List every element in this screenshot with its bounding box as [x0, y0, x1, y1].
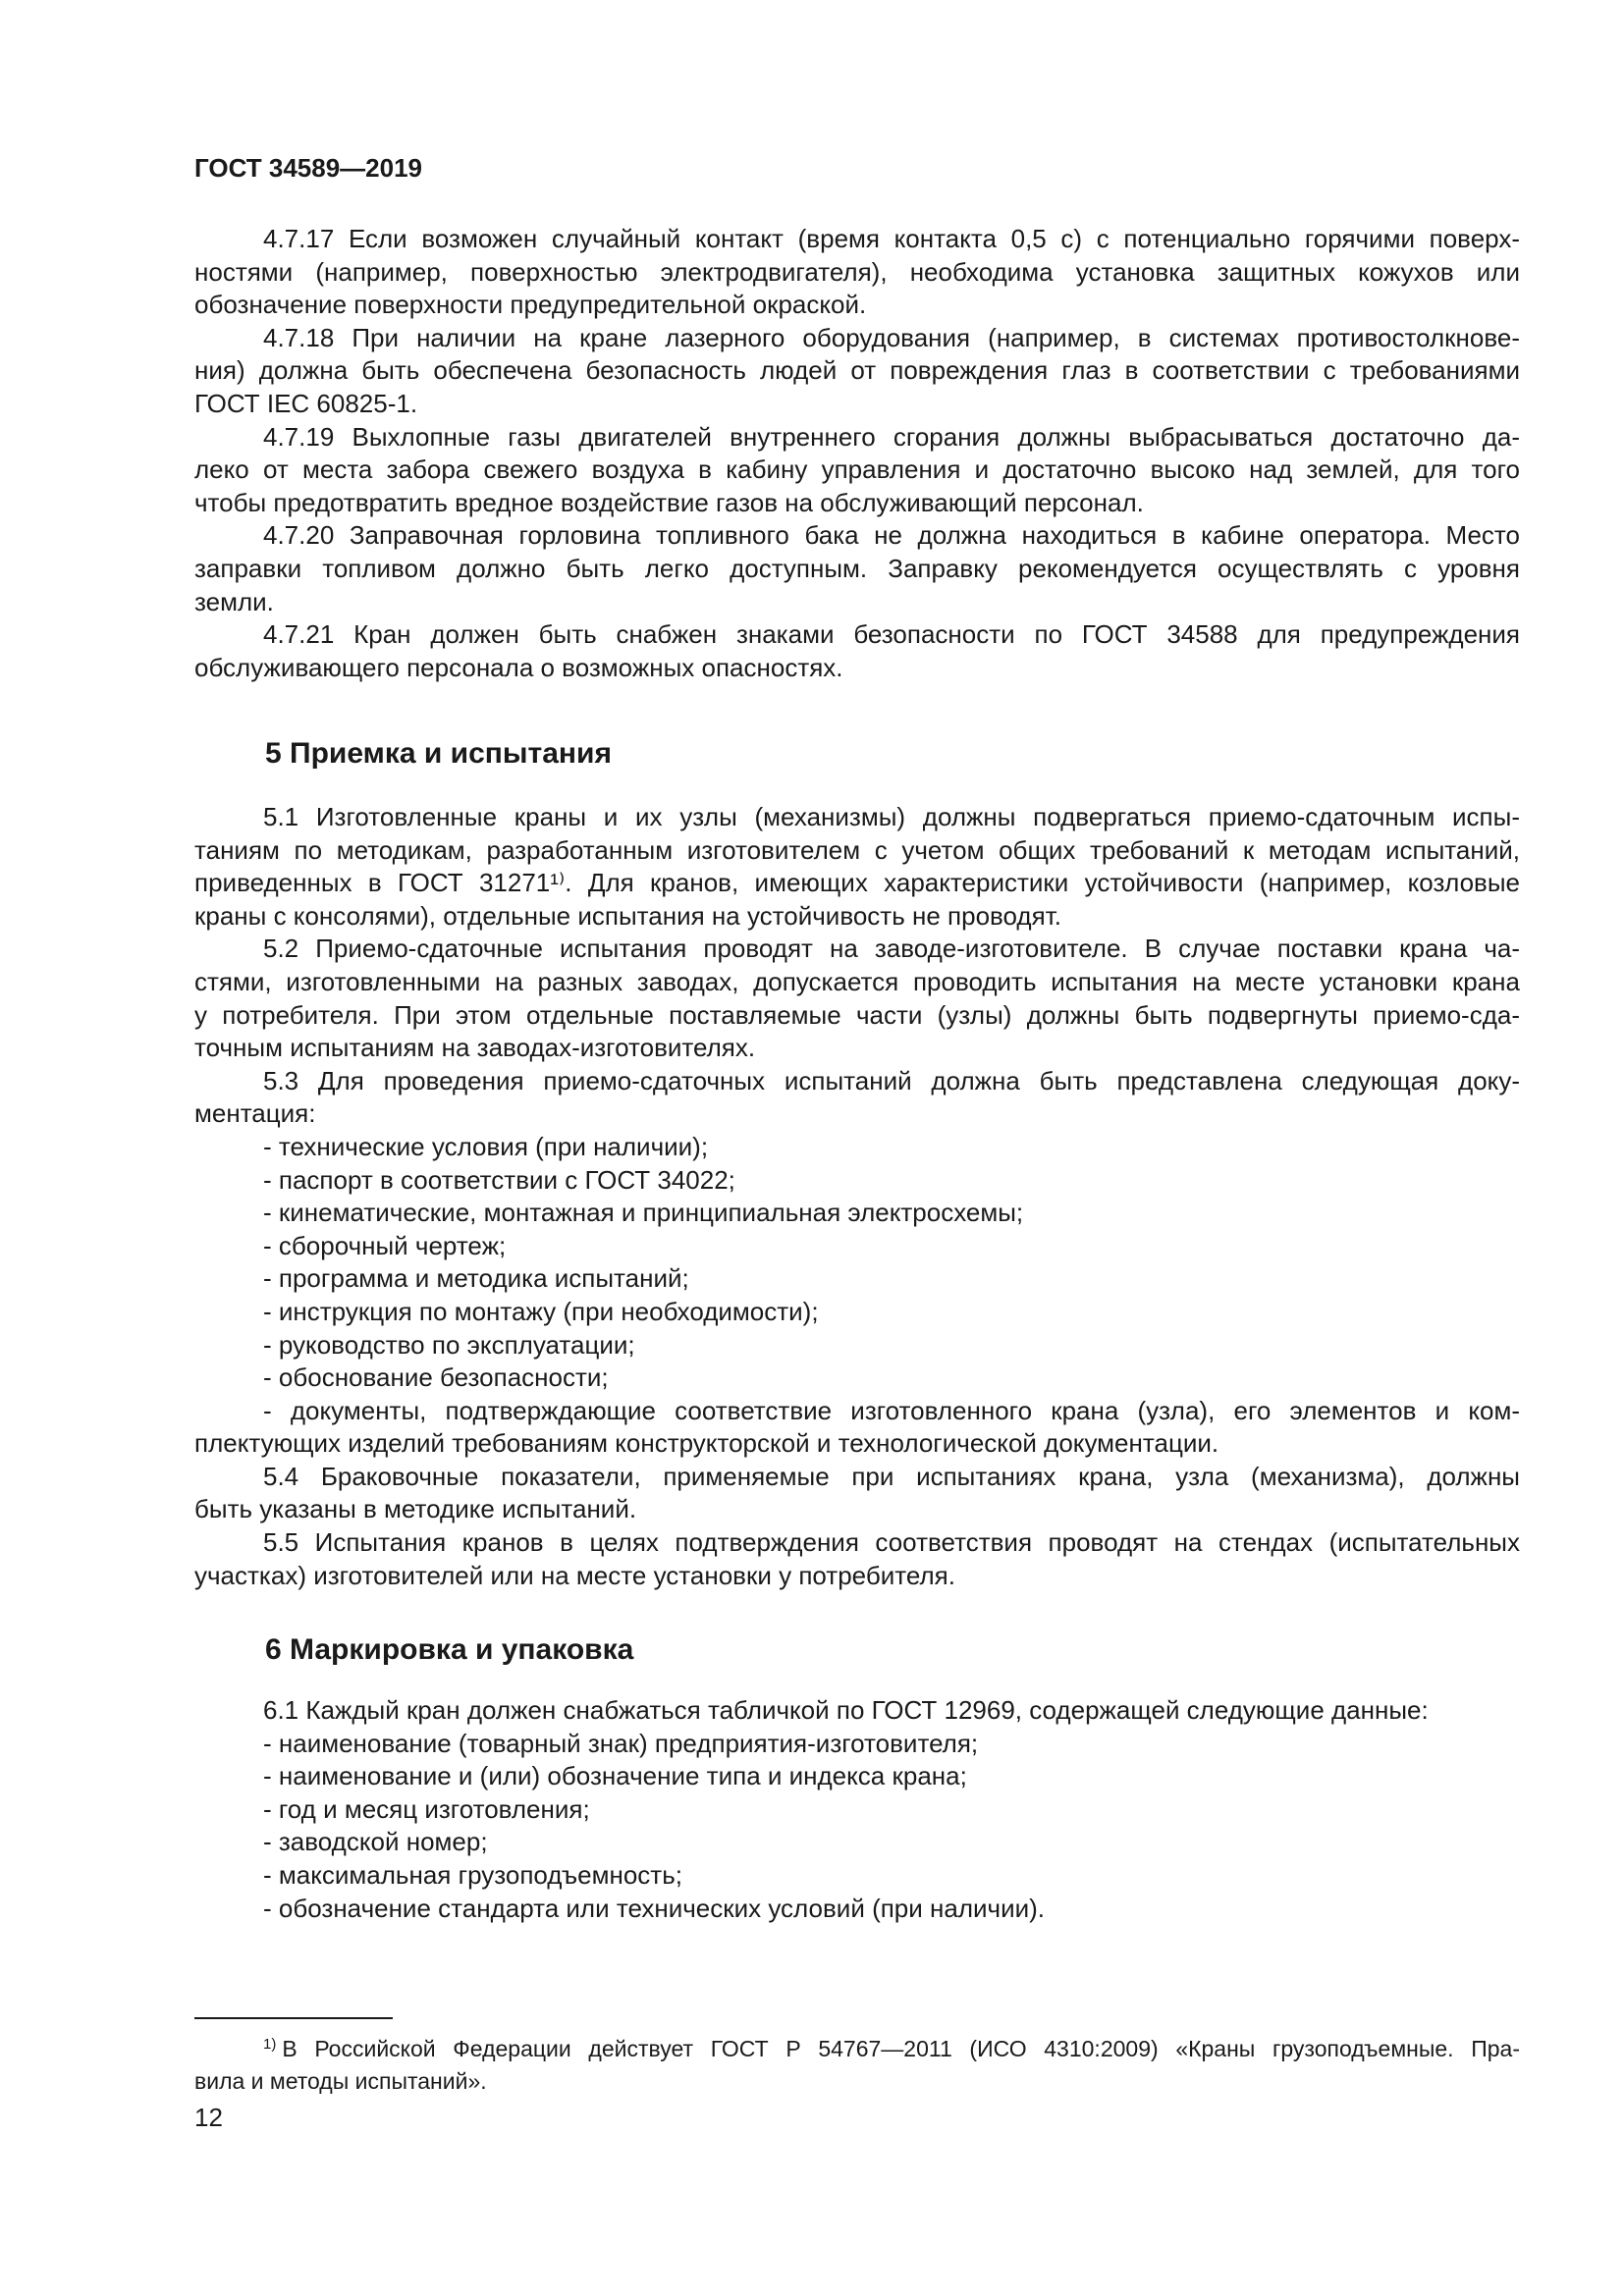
paragraph — [194, 1526, 1520, 1592]
section-6-body — [194, 1694, 1520, 1925]
section-6-heading: 6 Маркировка и упаковка — [265, 1633, 634, 1666]
text-line: обслуживающего персонала о возможных опасностях. — [194, 652, 843, 682]
list-item — [194, 1131, 1520, 1164]
text-line: 4.7.19 Выхлопные газы двигателей внутреннего сгорания должны выбрасываться достаточно да- — [263, 421, 1520, 452]
text-line: - наименование и (или) обозначение типа и индекса крана; — [263, 1761, 967, 1791]
text-line: 5.1 Изготовленные краны и их узлы (механизмы) должны подвергаться приемо-сдаточным испы- — [263, 802, 1520, 831]
text-line: стями, изготовленными на разных заводах, допускается проводить испытания на месте установки крана — [194, 966, 1520, 996]
text-line: 4.7.20 Заправочная горловина топливного бака не должна находиться в кабине оператора. Место — [263, 520, 1520, 551]
text-line: обозначение поверхности предупредительной окраской. — [194, 290, 867, 320]
list-item — [194, 1262, 1520, 1296]
text-line: ностями (например, поверхностью электродвигателя), необходима установка защитных кожухов или — [194, 256, 1520, 287]
text-line: 6.1 Каждый кран должен снабжаться табличкой по ГОСТ 12969, содержащей следующие данные: — [263, 1695, 1429, 1725]
paragraph — [194, 801, 1520, 933]
document-code-header: ГОСТ 34589—2019 — [194, 153, 422, 183]
section-4-tail — [194, 223, 1520, 684]
text-line: ния) должна быть обеспечена безопасность людей от повреждения глаз в соответствии с требованиями — [194, 355, 1520, 386]
footnote-divider — [194, 2017, 393, 2019]
footnote-line: вила и методы испытаний». — [194, 2068, 487, 2094]
list-item — [194, 1164, 1520, 1198]
list-item — [194, 1230, 1520, 1263]
paragraph — [194, 933, 1520, 1064]
text-line: - заводской номер; — [263, 1827, 488, 1857]
page-number: 12 — [194, 2103, 223, 2132]
section-5-heading: 5 Приемка и испытания — [265, 737, 612, 770]
text-line: плектующих изделий требованиям конструкторской и технологической документации. — [194, 1428, 1219, 1459]
text-line: земли. — [194, 586, 274, 616]
list-item — [194, 1728, 1520, 1761]
text-line: - паспорт в соответствии с ГОСТ 34022; — [263, 1164, 735, 1195]
text-line: - документы, подтверждающие соответствие изготовленного крана (узла), его элементов и ком- — [263, 1395, 1520, 1425]
paragraph — [194, 519, 1520, 618]
text-line: краны с консолями), отдельные испытания на устойчивость не проводят. — [194, 900, 1061, 931]
text-line: - руководство по эксплуатации; — [263, 1329, 635, 1360]
text-line: 5.2 Приемо-сдаточные испытания проводят на заводе-изготовителе. В случае поставки крана ча- — [263, 934, 1520, 964]
paragraph — [194, 322, 1520, 421]
list-item — [194, 1826, 1520, 1859]
list-item — [194, 1296, 1520, 1329]
text-line: 5.3 Для проведения приемо-сдаточных испытаний должна быть представлена следующая доку- — [263, 1065, 1520, 1095]
section-5-body — [194, 801, 1520, 1592]
paragraph — [194, 421, 1520, 520]
text-line: ГОСТ IEC 60825-1. — [194, 388, 418, 418]
text-line: леко от места забора свежего воздуха в кабину управления и достаточно высоко над землей, для того — [194, 454, 1520, 485]
text-line: - наименование (товарный знак) предприятия-изготовителя; — [263, 1728, 979, 1758]
footnote-marker: 1) — [263, 2036, 277, 2053]
paragraph — [194, 223, 1520, 322]
paragraph — [194, 1395, 1520, 1461]
text-line: - максимальная грузоподъемность; — [263, 1859, 682, 1890]
paragraph — [194, 618, 1520, 684]
footnote-line — [194, 2028, 1520, 2065]
text-line: чтобы предотвратить вредное воздействие газов на обслуживающий персонал. — [194, 487, 1144, 517]
text-line: - программа и методика испытаний; — [263, 1263, 689, 1294]
text-line: быть указаны в методике испытаний. — [194, 1494, 637, 1524]
text-line: - технические условия (при наличии); — [263, 1131, 709, 1161]
text-line: - кинематические, монтажная и принципиальная электросхемы; — [263, 1198, 1024, 1228]
footnote — [194, 2028, 1520, 2098]
list-item — [194, 1694, 1520, 1728]
text-line: 4.7.17 Если возможен случайный контакт (время контакта 0,5 с) с потенциально горячими поверх- — [263, 224, 1520, 253]
text-line: у потребителя. При этом отдельные поставляемые части (узлы) должны быть подвергнуты приемо-сда- — [194, 999, 1520, 1030]
list-item — [194, 1362, 1520, 1395]
text-line: - инструкция по монтажу (при необходимости); — [263, 1296, 819, 1326]
text-line: 5.4 Браковочные показатели, применяемые при испытаниях крана, узла (механизма), должны — [263, 1461, 1520, 1491]
list-item — [194, 1760, 1520, 1793]
text-line: 5.5 Испытания кранов в целях подтверждения соответствия проводят на стендах (испытательных — [263, 1527, 1520, 1558]
text-line: заправки топливом должно быть легко доступным. Заправку рекомендуется осуществлять с уровня — [194, 553, 1520, 583]
list-item — [194, 1329, 1520, 1362]
list-item — [194, 1893, 1520, 1926]
list-item — [194, 1197, 1520, 1230]
text-line: приведенных в ГОСТ 31271¹⁾. Для кранов, имеющих характеристики устойчивости (например, козловые — [194, 868, 1520, 898]
text-line: - обоснование безопасности; — [263, 1362, 609, 1393]
text-line: ментация: — [194, 1098, 316, 1129]
paragraph — [194, 1461, 1520, 1526]
footnote-text: В Российской Федерации действует ГОСТ Р 54767—2011 (ИСО 4310:2009) «Краны грузоподъемные. Пра- — [282, 2036, 1520, 2061]
list-item — [194, 1859, 1520, 1893]
text-line: - обозначение стандарта или технических условий (при наличии). — [263, 1893, 1045, 1923]
text-line: - сборочный чертеж; — [263, 1230, 507, 1260]
text-line: 4.7.18 При наличии на кране лазерного оборудования (например, в системах противостолкнове- — [263, 322, 1520, 352]
paragraph — [194, 1065, 1520, 1131]
text-line: 4.7.21 Кран должен быть снабжен знаками безопасности по ГОСТ 34588 для предупреждения — [263, 619, 1520, 650]
text-line: участках) изготовителей или на месте установки у потребителя. — [194, 1560, 955, 1590]
list-item — [194, 1793, 1520, 1827]
text-line: точным испытаниям на заводах-изготовителях. — [194, 1033, 756, 1063]
text-line: - год и месяц изготовления; — [263, 1793, 590, 1824]
text-line: таниям по методикам, разработанным изготовителем с учетом общих требований к методам испытаний, — [194, 834, 1520, 865]
